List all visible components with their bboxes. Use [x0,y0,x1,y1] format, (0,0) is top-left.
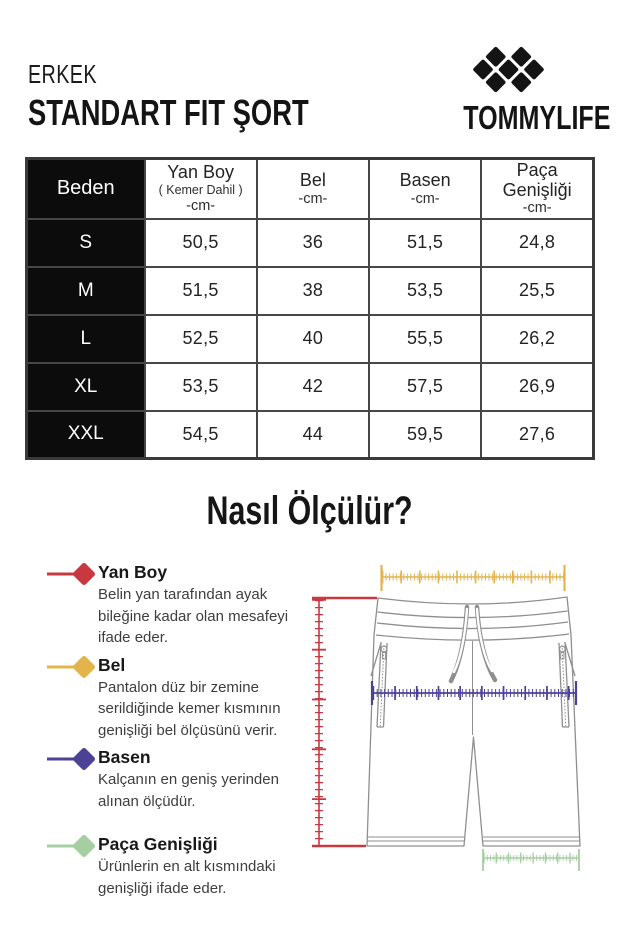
column-header-basen: Basen -cm- [369,159,481,219]
legend-label: Paça Genişliği [98,834,218,854]
size-value-cell: 52,5 [145,315,257,363]
table-row [27,363,594,411]
table-row [27,267,594,315]
size-table-body [27,219,594,459]
size-label: XXL [27,411,145,459]
section-title: Nasıl Ölçülür? [206,489,414,533]
yan-boy-ruler [312,598,377,846]
paca-diamond-icon [45,832,97,860]
size-label: S [27,219,145,267]
legend-item-bel [45,653,309,742]
legend-description: Belin yan tarafından ayak bileğine kadar olan mesafeyi ifade eder. [98,586,289,646]
measure-legend [45,560,309,903]
column-header-bel: Bel -cm- [257,159,369,219]
column-header-beden: Beden [27,159,145,219]
size-table [25,157,595,460]
size-value-cell: 26,2 [481,315,593,363]
legend-label: Basen [98,747,151,767]
size-value-cell: 53,5 [369,267,481,315]
size-value-cell: 24,8 [481,219,593,267]
column-header-paca: Paça Genişliği -cm- [481,159,593,219]
table-header-row [27,159,594,219]
size-value-cell: 40 [257,315,369,363]
size-value-cell: 59,5 [369,411,481,459]
table-row [27,219,594,267]
product-title: STANDART FIT ŞORT [28,91,309,133]
legend-label: Bel [98,654,126,675]
shorts-measure-diagram [300,550,600,910]
size-value-cell: 57,5 [369,363,481,411]
legend-item-paca-genisligi [45,832,309,899]
legend-item-yan-boy [45,560,309,649]
basen-diamond-icon [45,745,97,773]
size-label: M [27,267,145,315]
legend-label: Yan Boy [98,562,168,582]
size-value-cell: 51,5 [145,267,257,315]
yan-boy-diamond-icon [45,560,97,588]
size-value-cell: 38 [257,267,369,315]
shorts-outline [367,597,580,846]
size-value-cell: 51,5 [369,219,481,267]
brand-diamonds-icon [470,44,566,96]
size-value-cell: 54,5 [145,411,257,459]
bel-diamond-icon [45,653,97,681]
size-value-cell: 27,6 [481,411,593,459]
size-value-cell: 50,5 [145,219,257,267]
size-value-cell: 55,5 [369,315,481,363]
brand-name: TOMMYLIFE [463,99,611,136]
size-label: L [27,315,145,363]
table-row [27,411,594,459]
bel-ruler [382,565,565,591]
size-value-cell: 25,5 [481,267,593,315]
size-value-cell: 36 [257,219,369,267]
paca-ruler [483,849,579,871]
header [28,60,397,133]
legend-description: Pantalon düz bir zemine serildiğinde kemer kısmının genişliği bel ölçüsünü verir. [98,678,281,739]
legend-item-basen [45,745,309,812]
legend-description: Ürünlerin en alt kısmındaki genişliği ifade eder. [98,858,276,897]
size-value-cell: 42 [257,363,369,411]
column-header-yan-boy: Yan Boy ( Kemer Dahil ) -cm- [145,159,257,219]
size-label: XL [27,363,145,411]
size-value-cell: 53,5 [145,363,257,411]
legend-description: Kalçanın en geniş yerinden alınan ölçüdür. [98,771,279,810]
category-label: ERKEK [28,59,97,89]
table-row [27,315,594,363]
size-value-cell: 26,9 [481,363,593,411]
brand-logo [440,44,611,136]
size-value-cell: 44 [257,411,369,459]
